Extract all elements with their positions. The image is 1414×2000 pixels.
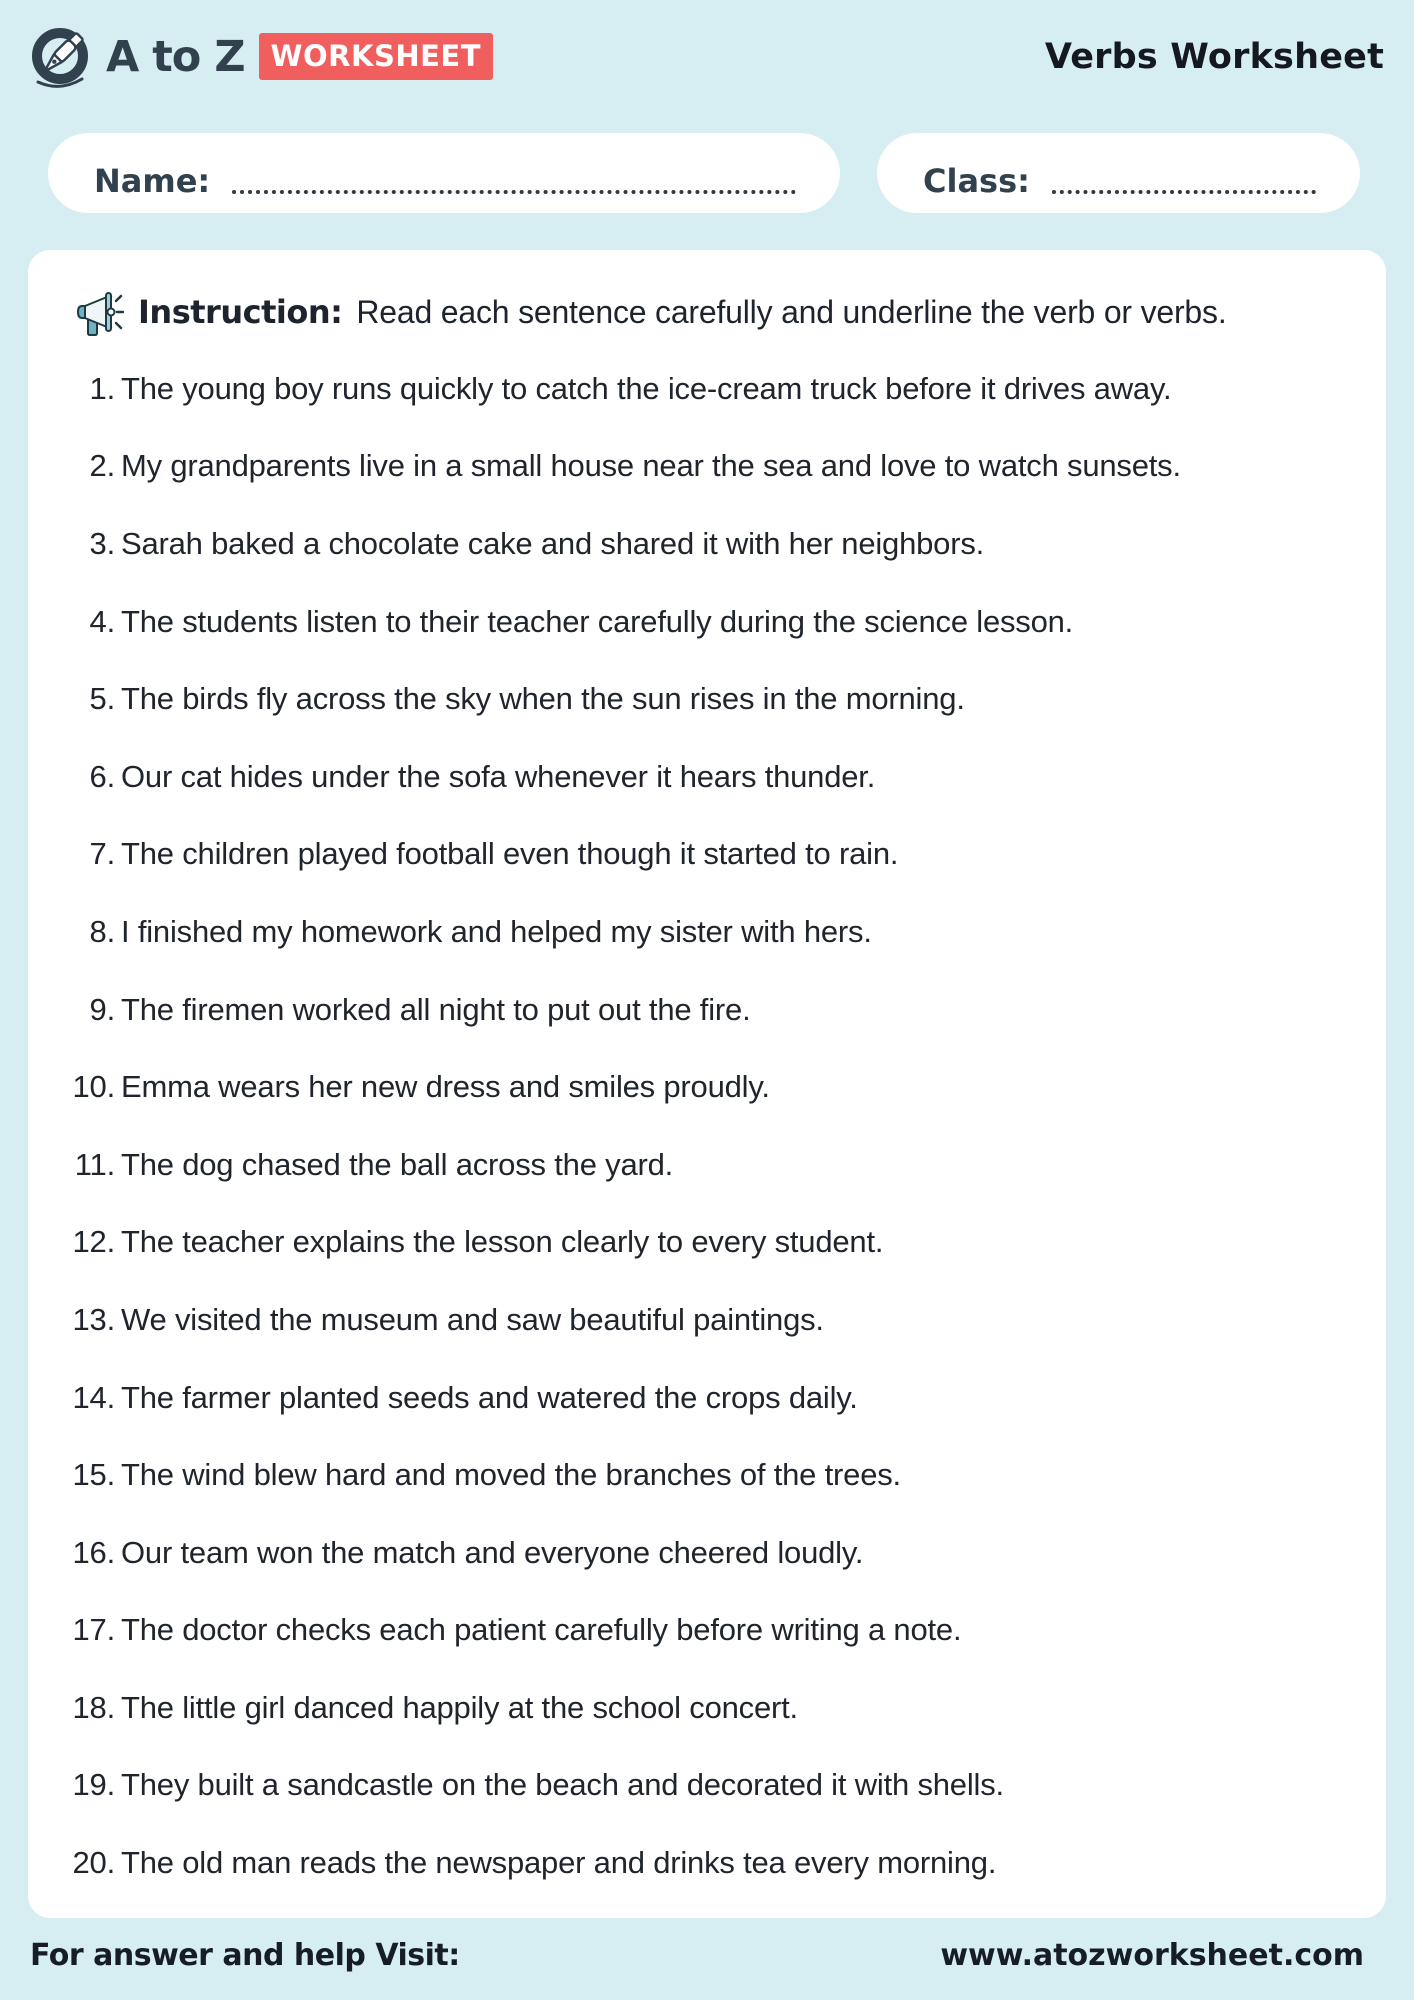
- page-title: Verbs Worksheet: [1044, 36, 1384, 77]
- sentence-number: 14.: [72, 1379, 115, 1415]
- brand-logo: [30, 20, 493, 94]
- instruction-text: Read each sentence carefully and underline the verb or verbs.: [356, 293, 1227, 330]
- sentence-number: 18.: [72, 1689, 115, 1725]
- sentence-text: We visited the museum and saw beautiful paintings.: [121, 1301, 824, 1337]
- sentence-item: [50, 428, 1352, 506]
- sentence-item: [50, 971, 1352, 1049]
- sentence-text: The wind blew hard and moved the branches of the trees.: [121, 1457, 901, 1493]
- sentence-number: 10.: [72, 1069, 115, 1105]
- sentence-text: I finished my homework and helped my sister with hers.: [121, 913, 872, 949]
- sentence-item: [50, 350, 1352, 428]
- sentence-item: [50, 1514, 1352, 1592]
- sentence-item: [50, 1281, 1352, 1359]
- class-field[interactable]: [877, 133, 1360, 213]
- footer: [0, 1918, 1414, 2000]
- sentence-text: The little girl danced happily at the school concert.: [121, 1689, 798, 1725]
- sentence-item: [50, 505, 1352, 583]
- sentence-text: The birds fly across the sky when the sun rises in the morning.: [121, 681, 965, 717]
- sentence-number: 20.: [72, 1845, 115, 1881]
- sentence-number: 7.: [89, 836, 115, 872]
- sentence-list: [50, 350, 1352, 1902]
- sentence-item: [50, 1436, 1352, 1514]
- brand-name: A to Z: [106, 31, 245, 82]
- sentence-number: 12.: [72, 1224, 115, 1260]
- footer-website-link[interactable]: www.atozworksheet.com: [940, 1937, 1364, 1973]
- fields-row: [48, 133, 1360, 213]
- sentence-item: [50, 1126, 1352, 1204]
- sentence-item: [50, 738, 1352, 816]
- header: [0, 0, 1414, 103]
- sentence-number: 15.: [72, 1457, 115, 1493]
- sentence-number: 5.: [89, 681, 115, 717]
- sentence-number: 6.: [89, 758, 115, 794]
- sentence-number: 3.: [89, 525, 115, 561]
- sentence-number: 11.: [74, 1146, 115, 1182]
- sentence-text: My grandparents live in a small house near the sea and love to watch sunsets.: [121, 448, 1181, 484]
- sentence-number: 17.: [72, 1612, 115, 1648]
- brand-badge: WORKSHEET: [259, 33, 494, 80]
- sentence-number: 19.: [72, 1767, 115, 1803]
- sentence-text: Our cat hides under the sofa whenever it hears thunder.: [121, 758, 876, 794]
- sentence-text: Emma wears her new dress and smiles proudly.: [121, 1069, 770, 1105]
- instruction-row: [50, 286, 1352, 338]
- sentence-text: Our team won the match and everyone cheered loudly.: [121, 1534, 864, 1570]
- sentence-number: 4.: [89, 603, 115, 639]
- pen-in-circle-icon: [30, 26, 92, 94]
- sentence-text: The dog chased the ball across the yard.: [121, 1146, 674, 1182]
- sentence-text: The farmer planted seeds and watered the crops daily.: [121, 1379, 858, 1415]
- sentence-item: [50, 660, 1352, 738]
- sentence-item: [50, 1359, 1352, 1437]
- sentence-item: [50, 1824, 1352, 1902]
- class-label: Class:: [923, 162, 1030, 200]
- sentence-item: [50, 1669, 1352, 1747]
- megaphone-icon: [74, 287, 124, 337]
- name-label: Name:: [94, 162, 211, 200]
- sentence-text: The students listen to their teacher carefully during the science lesson.: [121, 603, 1074, 639]
- footer-help-text: For answer and help Visit:: [30, 1937, 460, 1973]
- sentence-text: The teacher explains the lesson clearly to every student.: [121, 1224, 884, 1260]
- sentence-item: [50, 893, 1352, 971]
- sentence-item: [50, 816, 1352, 894]
- sentence-text: The doctor checks each patient carefully before writing a note.: [121, 1612, 962, 1648]
- worksheet-panel: [28, 250, 1386, 1918]
- sentence-text: The old man reads the newspaper and drinks tea every morning.: [121, 1845, 997, 1881]
- sentence-item: [50, 1747, 1352, 1825]
- sentence-item: [50, 1048, 1352, 1126]
- class-write-line[interactable]: [1052, 190, 1316, 194]
- sentence-item: [50, 1204, 1352, 1282]
- instruction-label: Instruction:: [138, 293, 343, 331]
- sentence-number: 8.: [89, 913, 115, 949]
- sentence-text: Sarah baked a chocolate cake and shared it with her neighbors.: [121, 525, 985, 561]
- sentence-item: [50, 1592, 1352, 1670]
- sentence-text: The children played football even though it started to rain.: [121, 836, 899, 872]
- sentence-text: The young boy runs quickly to catch the ice-cream truck before it drives away.: [121, 370, 1172, 406]
- name-write-line[interactable]: [232, 190, 796, 194]
- sentence-number: 2.: [89, 448, 115, 484]
- sentence-text: The firemen worked all night to put out the fire.: [121, 991, 751, 1027]
- sentence-text: They built a sandcastle on the beach and decorated it with shells.: [121, 1767, 1004, 1803]
- sentence-number: 1.: [89, 370, 115, 406]
- sentence-number: 13.: [72, 1301, 115, 1337]
- sentence-number: 9.: [89, 991, 115, 1027]
- sentence-item: [50, 583, 1352, 661]
- sentence-number: 16.: [72, 1534, 115, 1570]
- name-field[interactable]: [48, 133, 840, 213]
